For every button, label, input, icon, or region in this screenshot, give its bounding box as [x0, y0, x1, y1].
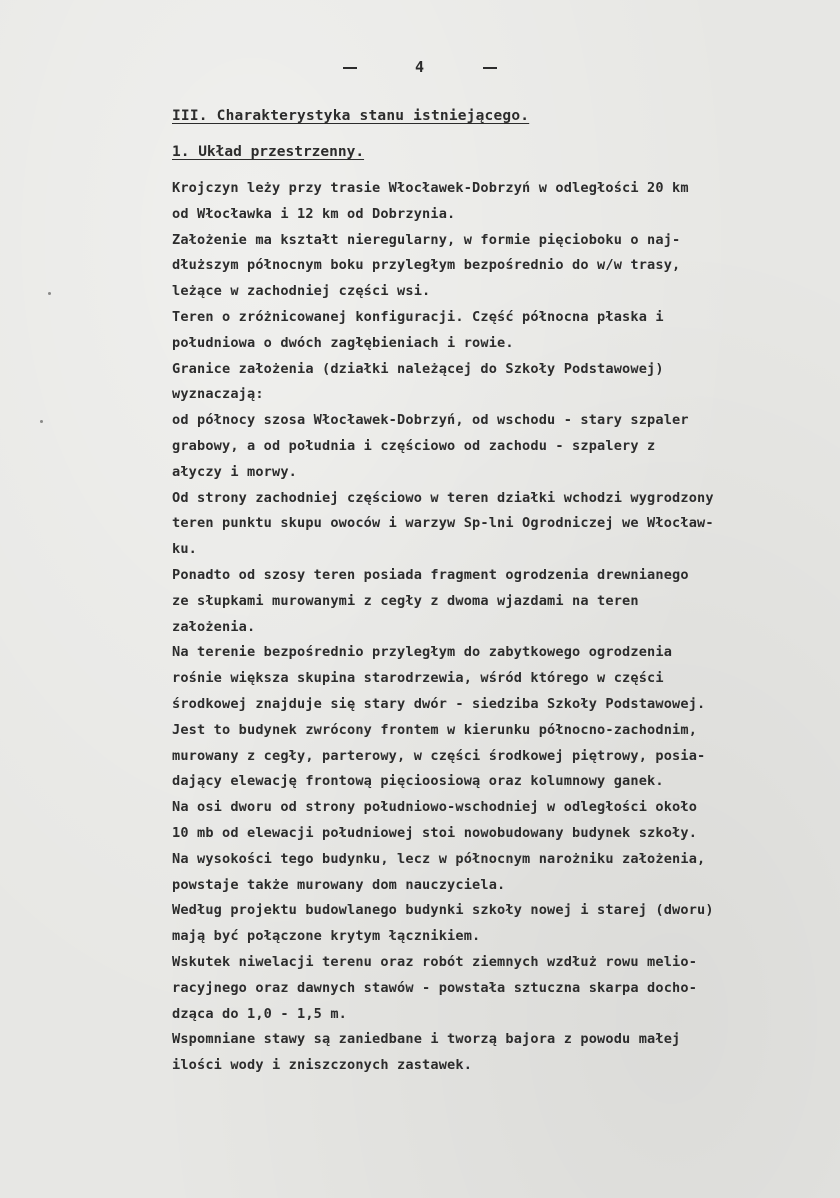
text-line: wyznaczają: [172, 386, 264, 403]
text-line: Założenie ma kształt nieregularny, w formie pięcioboku o naj- [172, 231, 681, 248]
text-line: południowa o dwóch zagłębieniach i rowie. [172, 334, 514, 351]
text-line: Według projektu budowlanego budynki szkoły nowej i starej (dworu) [172, 902, 714, 919]
text-line: rośnie większa skupina starodrzewia, wśród którego w części [172, 670, 664, 687]
page-number-row [0, 58, 840, 76]
text-line: grabowy, a od południa i częściowo od zachodu - szpalery z [172, 437, 656, 454]
paper-speck [40, 420, 43, 423]
text-line: Na osi dworu od strony południowo-wschodniej w odległości około [172, 799, 698, 816]
text-line: dłuższym północnym boku przyległym bezpośrednio do w/w trasy, [172, 257, 681, 274]
text-line: powstaje także murowany dom nauczyciela. [172, 876, 506, 893]
section-heading: III. Charakterystyka stanu istniejącego. [172, 108, 530, 124]
body-text [172, 176, 822, 1079]
text-line: Wspomniane stawy są zaniedbane i tworzą bajora z powodu małej [172, 1031, 681, 1048]
page-number: 4 [414, 58, 426, 76]
text-line: ku. [172, 541, 198, 558]
text-line: Jest to budynek zwrócony frontem w kierunku północno-zachodnim, [172, 721, 698, 738]
text-line: ilości wody i zniszczonych zastawek. [172, 1057, 473, 1074]
page-number-dash-right [483, 67, 497, 69]
text-line: Wskutek niwelacji terenu oraz robót ziemnych wzdłuż rowu melio- [172, 953, 698, 970]
text-line: racyjnego oraz dawnych stawów - powstała sztuczna skarpa docho- [172, 979, 698, 996]
text-line: Granice założenia (działki należącej do Szkoły Podstawowej) [172, 360, 664, 377]
text-line: teren punktu skupu owoców i warzyw Sp-lni Ogrodniczej we Włocław- [172, 515, 714, 532]
text-line: ałyczy i morwy. [172, 463, 298, 480]
text-line: dząca do 1,0 - 1,5 m. [172, 1005, 348, 1022]
text-line: mają być połączone krytym łącznikiem. [172, 928, 481, 945]
text-line: leżące w zachodniej części wsi. [172, 283, 431, 300]
text-line: 10 mb od elewacji południowej stoi nowobudowany budynek szkoły. [172, 824, 698, 841]
page-number-dash-left [343, 67, 357, 69]
text-line: od Włocławka i 12 km od Dobrzynia. [172, 205, 456, 222]
text-line: murowany z cegły, parterowy, w części środkowej piętrowy, posia- [172, 747, 706, 764]
text-line: założenia. [172, 618, 256, 635]
text-line: Na terenie bezpośrednio przyległym do zabytkowego ogrodzenia [172, 644, 673, 661]
text-line: środkowej znajduje się stary dwór - siedziba Szkoły Podstawowej. [172, 695, 706, 712]
text-line: Teren o zróżnicowanej konfiguracji. Część północna płaska i [172, 308, 664, 325]
subsection-heading: 1. Układ przestrzenny. [172, 144, 365, 160]
text-line: Od strony zachodniej częściowo w teren działki wchodzi wygrodzony [172, 489, 714, 506]
text-line: Na wysokości tego budynku, lecz w północnym narożniku założenia, [172, 850, 706, 867]
text-line: od północy szosa Włocławek-Dobrzyń, od wschodu - stary szpaler [172, 412, 689, 429]
text-line: ze słupkami murowanymi z cegły z dwoma wjazdami na teren [172, 592, 639, 609]
text-line: Ponadto od szosy teren posiada fragment ogrodzenia drewnianego [172, 566, 689, 583]
text-line: Krojczyn leży przy trasie Włocławek-Dobrzyń w odległości 20 km [172, 180, 689, 196]
paper-speck [48, 292, 51, 295]
text-line: dający elewację frontową pięcioosiową oraz kolumnowy ganek. [172, 773, 664, 790]
